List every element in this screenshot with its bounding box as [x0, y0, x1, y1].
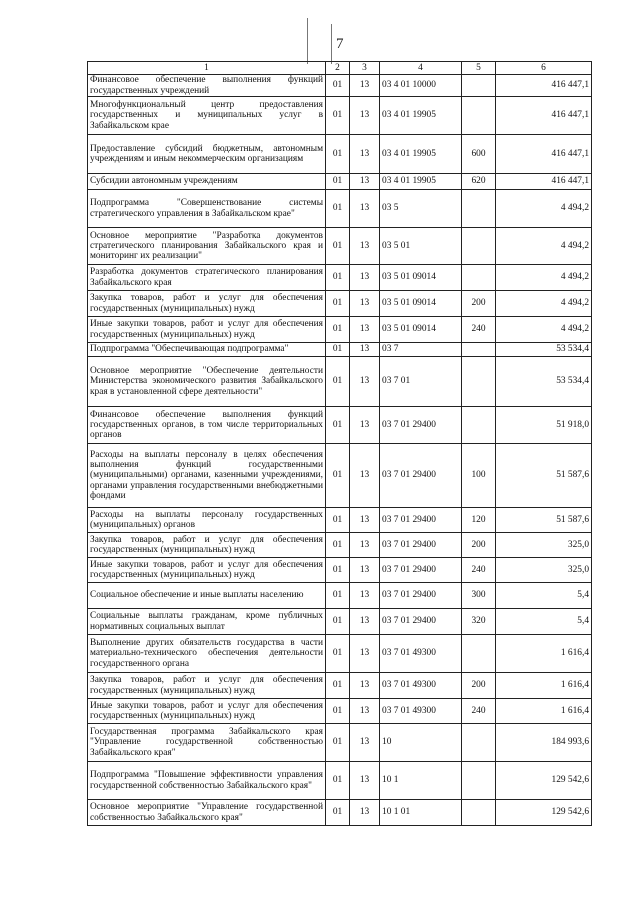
cell-section: 01	[326, 265, 350, 291]
cell-amount: 5,4	[496, 583, 592, 609]
cell-amount: 53 534,4	[496, 357, 592, 407]
table-row	[88, 800, 592, 826]
cell-target-article: 03 7 01	[380, 357, 462, 407]
cell-subsection: 13	[350, 444, 380, 508]
cell-subsection: 13	[350, 135, 380, 174]
cell-name: Закупка товаров, работ и услуг для обеспечения государственных (муниципальных) нужд	[88, 673, 326, 699]
cell-amount: 129 542,6	[496, 800, 592, 826]
cell-expense-type: 200	[462, 673, 496, 699]
cell-subsection: 13	[350, 317, 380, 343]
cell-section: 01	[326, 508, 350, 533]
cell-target-article: 03 7 01 49300	[380, 699, 462, 724]
scan-artifact-line	[307, 18, 308, 64]
cell-amount: 4 494,2	[496, 228, 592, 265]
cell-expense-type: 600	[462, 135, 496, 174]
table-row	[88, 635, 592, 673]
cell-section: 01	[326, 135, 350, 174]
cell-subsection: 13	[350, 609, 380, 635]
column-header-subsection: 3	[350, 62, 380, 75]
cell-subsection: 13	[350, 724, 380, 762]
table-row	[88, 724, 592, 762]
cell-section: 01	[326, 583, 350, 609]
cell-subsection: 13	[350, 190, 380, 228]
cell-target-article: 10 1	[380, 762, 462, 800]
column-header-expense-type: 5	[462, 62, 496, 75]
cell-target-article: 03 7 01 29400	[380, 583, 462, 609]
cell-name: Финансовое обеспечение выполнения функций государственных учреждений	[88, 75, 326, 97]
cell-name: Расходы на выплаты персоналу государственных (муниципальных) органов	[88, 508, 326, 533]
table-row	[88, 343, 592, 357]
cell-target-article: 03 5 01 09014	[380, 291, 462, 317]
cell-target-article: 03 5	[380, 190, 462, 228]
column-header-target-article: 4	[380, 62, 462, 75]
cell-amount: 325,0	[496, 558, 592, 583]
cell-subsection: 13	[350, 357, 380, 407]
table-row	[88, 265, 592, 291]
cell-name: Выполнение других обязательств государства в части материально-технического обеспечения деятельности государственного органа	[88, 635, 326, 673]
cell-target-article: 03 4 01 10000	[380, 75, 462, 97]
cell-subsection: 13	[350, 75, 380, 97]
cell-expense-type: 240	[462, 558, 496, 583]
cell-section: 01	[326, 699, 350, 724]
cell-amount: 51 587,6	[496, 444, 592, 508]
cell-subsection: 13	[350, 343, 380, 357]
cell-section: 01	[326, 407, 350, 444]
cell-subsection: 13	[350, 762, 380, 800]
cell-target-article: 03 4 01 19905	[380, 174, 462, 190]
cell-name: Иные закупки товаров, работ и услуг для обеспечения государственных (муниципальных) нужд	[88, 317, 326, 343]
cell-expense-type	[462, 97, 496, 135]
table-row	[88, 673, 592, 699]
scan-artifact-line	[331, 24, 332, 64]
cell-section: 01	[326, 609, 350, 635]
cell-target-article: 03 7 01 29400	[380, 444, 462, 508]
cell-section: 01	[326, 635, 350, 673]
cell-target-article: 03 7 01 49300	[380, 673, 462, 699]
cell-target-article: 03 7 01 29400	[380, 407, 462, 444]
cell-subsection: 13	[350, 97, 380, 135]
cell-subsection: 13	[350, 699, 380, 724]
cell-section: 01	[326, 558, 350, 583]
budget-table	[87, 61, 592, 826]
cell-name: Предоставление субсидий бюджетным, автономным учреждениям и иным некоммерческим организациям	[88, 135, 326, 174]
cell-expense-type	[462, 190, 496, 228]
cell-section: 01	[326, 533, 350, 558]
cell-section: 01	[326, 228, 350, 265]
cell-amount: 416 447,1	[496, 75, 592, 97]
cell-section: 01	[326, 444, 350, 508]
table-row	[88, 558, 592, 583]
table-row	[88, 444, 592, 508]
cell-name: Закупка товаров, работ и услуг для обеспечения государственных (муниципальных) нужд	[88, 291, 326, 317]
cell-name: Разработка документов стратегического планирования Забайкальского края	[88, 265, 326, 291]
cell-amount: 51 918,0	[496, 407, 592, 444]
cell-expense-type	[462, 800, 496, 826]
cell-section: 01	[326, 97, 350, 135]
cell-expense-type: 240	[462, 317, 496, 343]
cell-target-article: 10	[380, 724, 462, 762]
cell-expense-type: 620	[462, 174, 496, 190]
cell-expense-type	[462, 228, 496, 265]
cell-target-article: 03 7 01 29400	[380, 558, 462, 583]
cell-amount: 416 447,1	[496, 97, 592, 135]
cell-name: Основное мероприятие "Разработка документов стратегического планирования Забайкальского края и мониторинг их реализации"	[88, 228, 326, 265]
cell-name: Подпрограмма "Обеспечивающая подпрограмма"	[88, 343, 326, 357]
cell-target-article: 03 5 01 09014	[380, 317, 462, 343]
cell-subsection: 13	[350, 228, 380, 265]
cell-name: Финансовое обеспечение выполнения функций государственных органов, в том числе территориальных органов	[88, 407, 326, 444]
table-header-row	[88, 62, 592, 75]
table-row	[88, 97, 592, 135]
cell-section: 01	[326, 75, 350, 97]
table-row	[88, 508, 592, 533]
cell-subsection: 13	[350, 174, 380, 190]
cell-expense-type	[462, 265, 496, 291]
cell-amount: 1 616,4	[496, 673, 592, 699]
cell-amount: 1 616,4	[496, 699, 592, 724]
cell-name: Расходы на выплаты персоналу в целях обеспечения выполнения функций государственными (муниципальными) органами, казенными учреждениями, органами управления государственными внебюджетными фондами	[88, 444, 326, 508]
cell-name: Подпрограмма "Повышение эффективности управления государственной собственностью Забайкальского края"	[88, 762, 326, 800]
cell-name: Субсидии автономным учреждениям	[88, 174, 326, 190]
cell-name: Подпрограмма "Совершенствование системы стратегического управления в Забайкальском крае"	[88, 190, 326, 228]
cell-name: Иные закупки товаров, работ и услуг для обеспечения государственных (муниципальных) нужд	[88, 699, 326, 724]
cell-target-article: 03 5 01	[380, 228, 462, 265]
cell-section: 01	[326, 190, 350, 228]
table-row	[88, 190, 592, 228]
cell-name: Основное мероприятие "Обеспечение деятельности Министерства экономического развития Забайкальского края в установленной сфере деятельности"	[88, 357, 326, 407]
cell-amount: 1 616,4	[496, 635, 592, 673]
cell-subsection: 13	[350, 265, 380, 291]
cell-amount: 184 993,6	[496, 724, 592, 762]
table-row	[88, 135, 592, 174]
table-row	[88, 533, 592, 558]
cell-expense-type: 300	[462, 583, 496, 609]
cell-subsection: 13	[350, 635, 380, 673]
cell-expense-type: 120	[462, 508, 496, 533]
cell-target-article: 03 4 01 19905	[380, 135, 462, 174]
cell-target-article: 10 1 01	[380, 800, 462, 826]
cell-amount: 5,4	[496, 609, 592, 635]
cell-section: 01	[326, 174, 350, 190]
cell-name: Социальные выплаты гражданам, кроме публичных нормативных социальных выплат	[88, 609, 326, 635]
cell-name: Государственная программа Забайкальского края "Управление государственной собственностью Забайкальского края"	[88, 724, 326, 762]
cell-subsection: 13	[350, 508, 380, 533]
table-row	[88, 75, 592, 97]
page-number: 7	[336, 36, 344, 52]
cell-section: 01	[326, 357, 350, 407]
cell-subsection: 13	[350, 407, 380, 444]
table-row	[88, 228, 592, 265]
table-row	[88, 174, 592, 190]
cell-section: 01	[326, 673, 350, 699]
cell-section: 01	[326, 291, 350, 317]
cell-subsection: 13	[350, 291, 380, 317]
table-row	[88, 583, 592, 609]
cell-subsection: 13	[350, 533, 380, 558]
cell-expense-type	[462, 343, 496, 357]
cell-expense-type: 200	[462, 533, 496, 558]
cell-amount: 51 587,6	[496, 508, 592, 533]
cell-expense-type: 100	[462, 444, 496, 508]
cell-subsection: 13	[350, 800, 380, 826]
cell-name: Социальное обеспечение и иные выплаты населению	[88, 583, 326, 609]
cell-expense-type	[462, 762, 496, 800]
cell-section: 01	[326, 800, 350, 826]
cell-amount: 416 447,1	[496, 135, 592, 174]
cell-amount: 129 542,6	[496, 762, 592, 800]
cell-subsection: 13	[350, 558, 380, 583]
cell-section: 01	[326, 724, 350, 762]
table-row	[88, 317, 592, 343]
table-row	[88, 699, 592, 724]
cell-expense-type: 320	[462, 609, 496, 635]
cell-amount: 4 494,2	[496, 317, 592, 343]
cell-name: Основное мероприятие "Управление государственной собственностью Забайкальского края"	[88, 800, 326, 826]
cell-amount: 325,0	[496, 533, 592, 558]
cell-target-article: 03 7 01 29400	[380, 609, 462, 635]
cell-expense-type	[462, 407, 496, 444]
cell-expense-type	[462, 357, 496, 407]
table-row	[88, 609, 592, 635]
cell-target-article: 03 7 01 29400	[380, 508, 462, 533]
cell-amount: 4 494,2	[496, 190, 592, 228]
cell-section: 01	[326, 343, 350, 357]
cell-section: 01	[326, 762, 350, 800]
cell-expense-type	[462, 635, 496, 673]
cell-subsection: 13	[350, 673, 380, 699]
cell-amount: 416 447,1	[496, 174, 592, 190]
column-header-amount: 6	[496, 62, 592, 75]
table-row	[88, 762, 592, 800]
cell-name: Многофункциональный центр предоставления государственных и муниципальных услуг в Забайкальском крае	[88, 97, 326, 135]
cell-name: Иные закупки товаров, работ и услуг для обеспечения государственных (муниципальных) нужд	[88, 558, 326, 583]
cell-expense-type	[462, 75, 496, 97]
cell-section: 01	[326, 317, 350, 343]
cell-amount: 53 534,4	[496, 343, 592, 357]
cell-target-article: 03 7 01 49300	[380, 635, 462, 673]
table-row	[88, 407, 592, 444]
cell-target-article: 03 7	[380, 343, 462, 357]
cell-name: Закупка товаров, работ и услуг для обеспечения государственных (муниципальных) нужд	[88, 533, 326, 558]
cell-target-article: 03 4 01 19905	[380, 97, 462, 135]
cell-amount: 4 494,2	[496, 291, 592, 317]
column-header-name: 1	[88, 62, 326, 75]
cell-expense-type	[462, 724, 496, 762]
cell-expense-type: 240	[462, 699, 496, 724]
table-row	[88, 357, 592, 407]
cell-expense-type: 200	[462, 291, 496, 317]
cell-subsection: 13	[350, 583, 380, 609]
cell-target-article: 03 7 01 29400	[380, 533, 462, 558]
cell-target-article: 03 5 01 09014	[380, 265, 462, 291]
cell-amount: 4 494,2	[496, 265, 592, 291]
table-row	[88, 291, 592, 317]
column-header-section: 2	[326, 62, 350, 75]
